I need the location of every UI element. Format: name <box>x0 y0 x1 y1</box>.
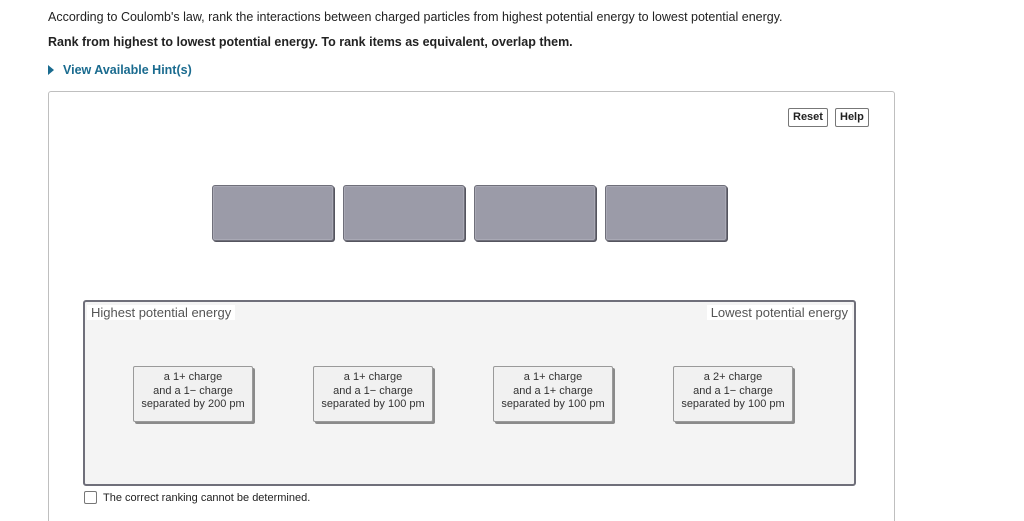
view-hints-label: View Available Hint(s) <box>63 63 192 77</box>
reset-button[interactable]: Reset <box>788 108 828 127</box>
drop-slot-4[interactable] <box>605 185 727 241</box>
card-line: and a 1− charge <box>333 384 413 397</box>
card-line: separated by 100 pm <box>321 398 425 410</box>
drop-slot-2[interactable] <box>343 185 465 241</box>
highest-energy-label: Highest potential energy <box>87 305 235 320</box>
draggable-card[interactable] <box>493 366 613 422</box>
card-line: a 1+ charge <box>343 371 403 383</box>
cannot-determine-label: The correct ranking cannot be determined. <box>103 491 311 504</box>
card-line: separated by 100 pm <box>501 398 605 410</box>
card-line: separated by 100 pm <box>681 398 785 410</box>
draggable-card[interactable] <box>673 366 793 422</box>
view-hints-link[interactable] <box>48 63 192 77</box>
card-line: a 2+ charge <box>703 371 763 383</box>
card-line: and a 1+ charge <box>513 384 593 397</box>
card-line: a 1+ charge <box>523 371 583 383</box>
instruction-text: Rank from highest to lowest potential energy. To rank items as equivalent, overlap them. <box>48 35 573 49</box>
cannot-determine-option <box>84 491 310 504</box>
card-line: separated by 200 pm <box>141 398 245 410</box>
caret-right-icon <box>48 65 54 75</box>
lowest-energy-label: Lowest potential energy <box>707 305 852 320</box>
card-line: and a 1− charge <box>153 384 233 397</box>
draggable-card[interactable] <box>133 366 253 422</box>
cannot-determine-checkbox[interactable] <box>84 491 97 504</box>
drop-slot-3[interactable] <box>474 185 596 241</box>
help-button[interactable]: Help <box>835 108 869 127</box>
draggable-card[interactable] <box>313 366 433 422</box>
card-line: and a 1− charge <box>693 384 773 397</box>
question-text: According to Coulomb's law, rank the interactions between charged particles from highest potential energy to lowest potential energy. <box>48 10 783 24</box>
card-line: a 1+ charge <box>163 371 223 383</box>
drop-slot-1[interactable] <box>212 185 334 241</box>
